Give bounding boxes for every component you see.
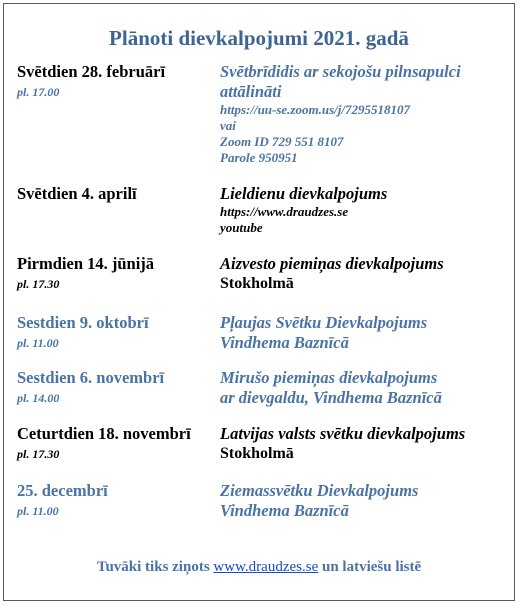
entry-event: Mirušo piemiņas dievkalpojums — [220, 368, 438, 387]
entry-event: Aizvesto piemiņas dievkalpojums — [220, 254, 444, 273]
entry-time: pl. 14.00 — [17, 391, 60, 405]
footer-text-before: Tuvāki tiks ziņots — [96, 559, 214, 575]
page-title: Plānoti dievkalpojumi 2021. gadā — [109, 26, 409, 50]
entry-date: Sestdien 6. novembrī — [17, 368, 165, 387]
entry-date: Ceturtdien 18. novembrī — [17, 424, 191, 443]
entry-time: pl. 17.00 — [17, 85, 60, 99]
entry-time: pl. 11.00 — [17, 336, 59, 350]
entry-location: Stokholmā — [220, 275, 294, 292]
footer-website-link[interactable]: www.draudzes.se — [213, 559, 319, 575]
entry-location: Vindhema Baznīcā — [220, 501, 349, 520]
entry-event: Svētbrīdidis ar sekojošu pilnsapulci attālināti — [220, 62, 461, 101]
zoom-id: Zoom ID 729 551 8107 — [220, 134, 344, 149]
zoom-link[interactable]: https://uu-se.zoom.us/j/7295518107 — [220, 102, 410, 117]
entry-time: pl. 17.30 — [17, 277, 60, 291]
entry-date: Svētdien 4. aprilī — [17, 184, 137, 203]
entry-location: Stokholmā — [220, 445, 294, 462]
entry-location: ar dievgaldu, Vindhema Baznīcā — [220, 388, 442, 407]
entry-date: Sestdien 9. oktobrī — [17, 313, 149, 332]
schedule-card — [3, 3, 515, 601]
website-link[interactable]: https://www.draudzes.se — [220, 204, 349, 219]
entry-event: Latvijas valsts svētku dievkalpojums — [220, 424, 466, 443]
entry-event: Pļaujas Svētku Dievkalpojums — [220, 313, 428, 332]
entry-location: Vindhema Baznīcā — [220, 333, 349, 352]
entry-time: pl. 17.30 — [17, 447, 60, 461]
footer-text-after: un latviešu listē — [318, 559, 422, 575]
entry-time: pl. 11.00 — [17, 504, 59, 518]
entry-date: Svētdien 28. februārī — [17, 62, 166, 81]
zoom-password: Parole 950951 — [220, 150, 298, 165]
youtube-label: youtube — [220, 220, 263, 235]
footer-note — [4, 559, 514, 576]
entry-detail: vai — [220, 118, 236, 133]
entry-date: Pirmdien 14. jūnijā — [17, 254, 155, 273]
entry-event: Lieldienu dievkalpojums — [220, 184, 388, 203]
entry-event: Ziemassvētku Dievkalpojums — [220, 481, 419, 500]
entry-date: 25. decembrī — [17, 481, 108, 500]
